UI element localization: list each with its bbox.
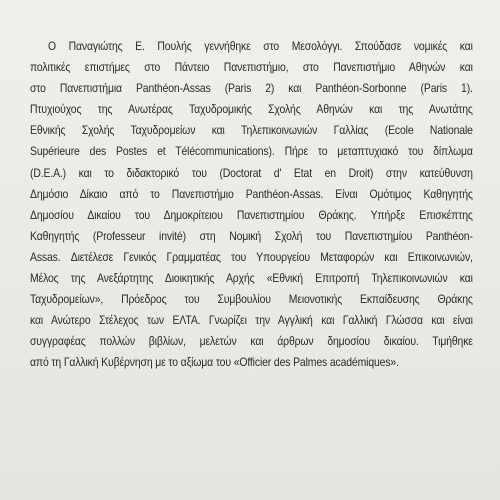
biography-paragraph (30, 36, 473, 374)
bio-line-11: Assas. Διετέλεσε Γενικός Γραμματέας του Υπουργείου Μεταφορών και Επικοινωνιών, (30, 250, 473, 264)
bio-line-14: και Ανώτερο Στέλεχος των ΕΛΤΑ. Γνωρίζει την Αγγλική και Γαλλική Γλώσσα και είναι (30, 314, 473, 328)
bio-line-2: πολιτικές επιστήμες στο Πάντειο Πανεπιστήμιο, στο Πανεπιστήμιο Αθηνών και (30, 61, 473, 75)
bio-line-1: Ο Παναγιώτης Ε. Πουλής γεννήθηκε στο Μεσολόγγι. Σπούδασε νομικές και (48, 40, 473, 53)
bio-line-7: (D.E.A.) και το διδακτορικό του (Doctorat d' Etat en Droit) στην κατεύθυνση (30, 166, 473, 180)
bio-line-6: Supérieure des Postes et Télécommunications). Πήρε το μεταπτυχιακό του δίπλωμα (30, 145, 473, 159)
bio-line-15: συγγραφέας πολλών βιβλίων, μελετών και άρθρων δημοσίου δικαίου. Τιμήθηκε (30, 335, 473, 349)
bio-line-9: Δημοσίου Δικαίου του Δημοκρίτειου Πανεπιστημίου Θράκης. Υπήρξε Επισκέπτης (30, 208, 473, 222)
bio-line-16: από τη Γαλλική Κυβέρνηση με το αξίωμα του «Officier des Palmes académiques». (30, 356, 399, 370)
bio-line-12: Μέλος της Ανεξάρτητης Διοικητικής Αρχής «Εθνική Επιτροπή Τηλεπικοινωνιών και (30, 272, 473, 286)
bio-line-13: Ταχυδρομείων», Πρόεδρος του Συμβουλίου Μειονοτικής Εκπαίδευσης Θράκης (30, 293, 473, 307)
bio-line-5: Εθνικής Σχολής Ταχυδρομείων και Τηλεπικοινωνιών Γαλλίας (Ecole Nationale (30, 124, 473, 138)
bio-line-3: στο Πανεπιστήμια Panthéon-Assas (Paris 2) και Panthéon-Sorbonne (Paris 1). (30, 82, 473, 96)
bio-line-10: Καθηγητής (Professeur invité) στη Νομική Σχολή του Πανεπιστημίου Panthéon- (30, 229, 473, 243)
bio-line-8: Δημόσιο Δίκαιο από το Πανεπιστήμιο Panthéon-Assas. Είναι Ομότιμος Καθηγητής (30, 187, 473, 201)
bio-line-4: Πτυχιούχος της Ανωτέρας Ταχυδρομικής Σχολής Αθηνών και της Ανωτάτης (30, 103, 473, 117)
